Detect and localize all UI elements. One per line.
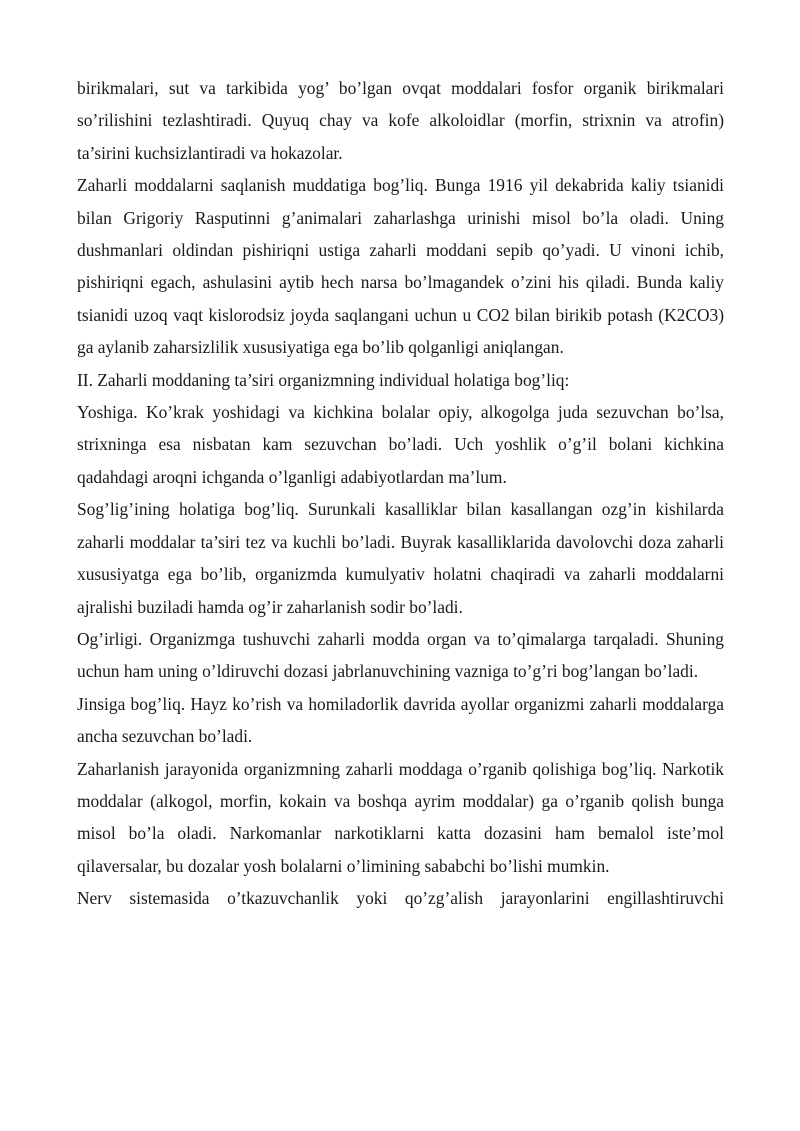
- paragraph-age: Yoshiga. Ko’krak yoshidagi va kichkina bolalar opiy, alkogolga juda sezuvchan bo’lsa, strixninga esa nisbatan kam sezuvchan bo’ladi. Uch yoshlik o’g’il bolani kichkina qadahdagi aroqni ichganda o’lganligi adabiyotlardan ma’lum.: [77, 402, 724, 487]
- document-page: [77, 72, 724, 915]
- paragraph-nervous-system: Nerv sistemasida o’tkazuvchanlik yoki qo’zg’alish jarayonlarini engillashtiruvchi: [77, 888, 724, 909]
- paragraph-gender: Jinsiga bog’liq. Hayz ko’rish va homiladorlik davrida ayollar organizmi zaharli moddalarga ancha sezuvchan bo’ladi.: [77, 693, 724, 747]
- paragraph-habituation: Zaharlanish jarayonida organizmning zaharli moddaga o’rganib qolishiga bog’liq. Narkotik moddalar (alkogol, morfin, kokain va boshqa ayrim moddalar) ga o’rganib qolish bunga misol bo’la oladi. Narkomanlar narkotiklarni katta dozasini ham bemalol iste’mol qilaversalar, bu dozalar yosh bolalarni o’limining sababchi bo’lishi mumkin.: [77, 758, 724, 876]
- paragraph-health: Sog’lig’ining holatiga bog’liq. Surunkali kasalliklar bilan kasallangan ozg’in kishilarda zaharli moddalar ta’siri tez va kuchli bo’ladi. Buyrak kasalliklarida davolovchi doza zaharli xususiyatga ega bo’lib, organizmda kumulyativ holatni chaqiradi va zaharli moddalarni ajralishi buziladi hamda og’ir zaharlanish sodir bo’ladi.: [77, 499, 724, 617]
- paragraph-storage-duration: Zaharli moddalarni saqlanish muddatiga bog’liq. Bunga 1916 yil dekabrida kaliy tsianidi bilan Grigoriy Rasputinni g’animalari zaharlashga urinishi misol bo’la oladi. Uning dushmanlari oldindan pishiriqni ustiga zaharli moddani sepib qo’yadi. U vinoni ichib, pishiriqni egach, ashulasini aytib hech narsa bo’lmagandek o’zini his qiladi. Bunda kaliy tsianidi uzoq vaqt kislorodsiz joyda saqlangani uchun u CO2 bilan birikib potash (K2CO3) ga aylanib zaharsizlilik xususiyatiga ega bo’lib qolganligi aniqlangan.: [77, 175, 724, 358]
- paragraph-weight: Og’irligi. Organizmga tushuvchi zaharli modda organ va to’qimalarga tarqaladi. Shuning uchun ham uning o’ldiruvchi dozasi jabrlanuvchining vazniga to’g’ri bog’langan bo’ladi.: [77, 628, 724, 682]
- paragraph-food-absorption: birikmalari, sut va tarkibida yog’ bo’lgan ovqat moddalari fosfor organik birikmalari so’rilishini tezlashtiradi. Quyuq chay va kofe alkoloidlar (morfin, strixnin va atrofin) ta’sirini kuchsizlantiradi va hokazolar.: [77, 78, 724, 163]
- section-heading-individual-state: II. Zaharli moddaning ta’siri organizmning individual holatiga bog’liq:: [77, 369, 570, 390]
